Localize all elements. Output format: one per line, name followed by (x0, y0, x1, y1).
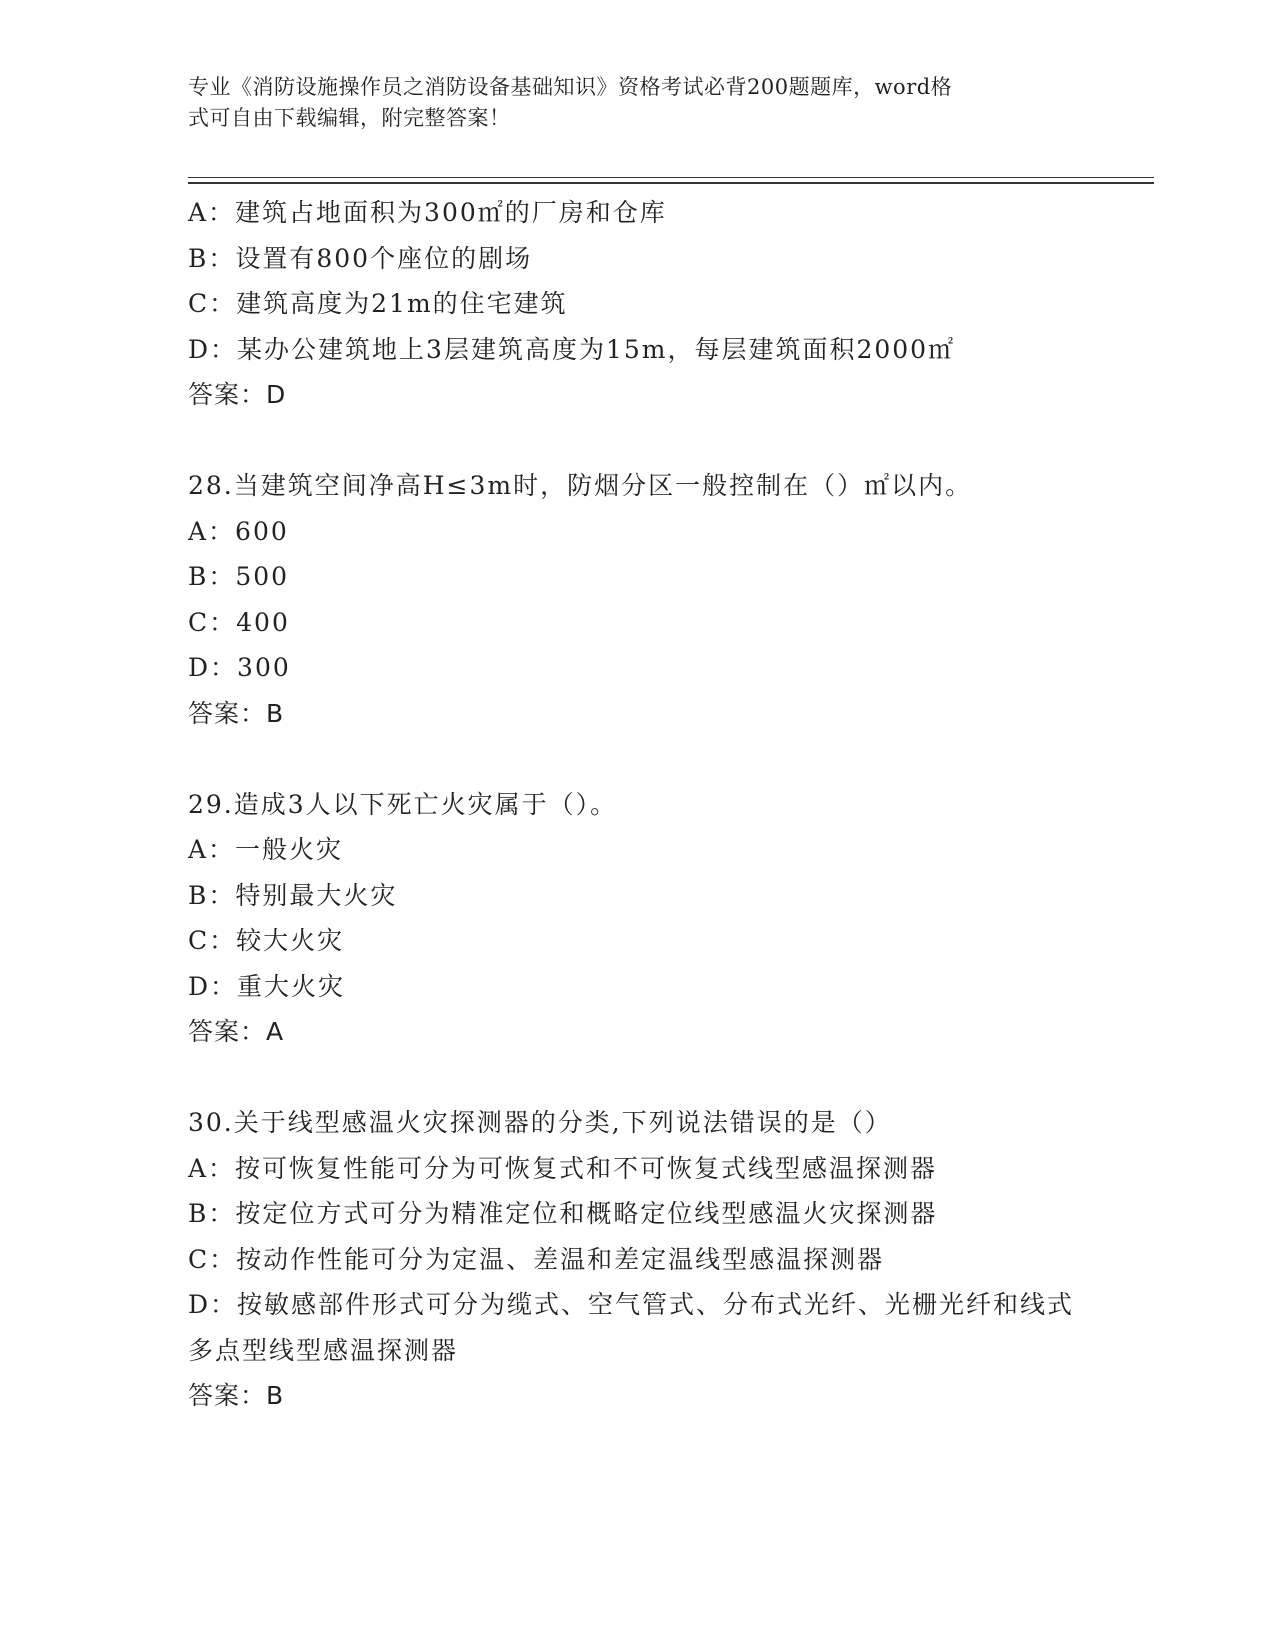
header-line-1: 专业《消防设施操作员之消防设备基础知识》资格考试必背200题题库，word格 (188, 75, 953, 99)
answer: 答案：B (188, 1381, 285, 1410)
option-d: D：重大火灾 (188, 971, 346, 1001)
question-spacer (188, 418, 1148, 464)
answer: 答案：B (188, 698, 285, 728)
question-text: 28.当建筑空间净高H≤3m时，防烟分区一般控制在（）㎡以内。 (188, 471, 973, 500)
question-text: 30.关于线型感温火灾探测器的分类,下列说法错误的是（） (188, 1108, 892, 1137)
option-c: C：400 (188, 607, 290, 637)
question-spacer (188, 1055, 1148, 1101)
answer: 答案：D (188, 380, 287, 409)
question-list (188, 190, 1148, 1419)
answer: 答案：A (188, 1017, 285, 1046)
header-rule-thin (188, 177, 1154, 178)
option-c: C：按动作性能可分为定温、差温和差定温线型感温探测器 (188, 1244, 885, 1274)
header-rule-thick (188, 182, 1154, 184)
option-c: C：建筑高度为21m的住宅建筑 (188, 289, 568, 318)
option-a: A：按可恢复性能可分为可恢复式和不可恢复式线型感温探测器 (188, 1153, 938, 1183)
question-block-29 (188, 782, 1148, 1055)
option-a: A：600 (188, 516, 289, 546)
option-a: A：一般火灾 (188, 835, 344, 864)
option-d: D：300 (188, 653, 291, 682)
option-b: B：500 (188, 562, 290, 591)
option-d: D：某办公建筑地上3层建筑高度为15m，每层建筑面积2000㎡ (188, 334, 956, 364)
option-b: B：按定位方式可分为精准定位和概略定位线型感温火灾探测器 (188, 1199, 938, 1228)
question-block-30 (188, 1100, 1148, 1419)
option-a: A：建筑占地面积为300㎡的厂房和仓库 (188, 198, 667, 227)
header-line-2: 式可自由下载编辑，附完整答案！ (188, 106, 511, 130)
question-spacer (188, 736, 1148, 782)
option-d: D：按敏感部件形式可分为缆式、空气管式、分布式光纤、光栅光纤和线式多点型线型感温探测器 (188, 1290, 1075, 1365)
question-block-27 (188, 190, 1148, 418)
question-block-28 (188, 463, 1148, 736)
document-header (188, 72, 1068, 134)
option-b: B：特别最大火灾 (188, 880, 398, 910)
option-c: C：较大火灾 (188, 926, 345, 955)
question-text: 29.造成3人以下死亡火灾属于（）。 (188, 789, 618, 819)
option-b: B：设置有800个座位的剧场 (188, 243, 533, 273)
